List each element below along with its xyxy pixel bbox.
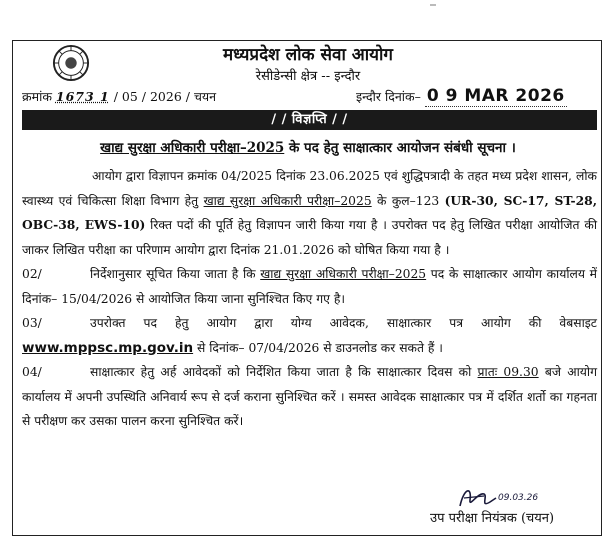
- paragraph-1-text-b: के कुल–123: [371, 193, 445, 208]
- paragraph-2-text-b: पद के साक्षात्कार आयोग कार्यालय में दिनांक– 15/04/2026 से आयोजित किया जाना सुनिश्चित किए गए है।: [22, 267, 597, 306]
- subject-text: के पद हेतु साक्षात्कार आयोजन संबंधी सूचना ।: [284, 140, 516, 156]
- reference-number: 1673 1: [55, 89, 110, 104]
- paragraph-4-text-a: साक्षात्कार हेतु अर्ह आवेदकों को निर्देशित किया जाता है कि साक्षात्कार दिवस को: [90, 365, 478, 379]
- website-link[interactable]: www.mppsc.mp.gov.in: [22, 339, 194, 356]
- notice-banner: / / विज्ञप्ति / /: [22, 110, 597, 130]
- paragraph-1: [22, 164, 597, 262]
- organization-address: रेसीडेन्सी क्षेत्र -- इन्दौर: [255, 69, 361, 84]
- paragraph-3-text-b: से दिनांक– 07/04/2026 से डाउनलोड कर सकते हैं ।: [193, 340, 443, 355]
- date-stamp: 0 9 MAR 2026: [426, 86, 565, 106]
- paragraph-4-number: 04/: [22, 365, 42, 379]
- reference-label: क्रमांक: [22, 89, 52, 104]
- reporting-time: प्रातः 09.30: [477, 365, 539, 379]
- paragraph-2-exam-name: खाद्य सुरक्षा अधिकारी परीक्षा–2025: [260, 267, 427, 281]
- paragraph-2: [22, 262, 597, 311]
- paragraph-3: [22, 311, 597, 360]
- paragraph-4: [22, 360, 597, 434]
- paragraph-1-vacancy-breakup: (UR-30, SC-17, ST-28, OBC-38, EWS-10): [22, 192, 598, 232]
- reference-line: [22, 88, 216, 105]
- reference-suffix: / 05 / 2026 / चयन: [113, 89, 217, 104]
- paragraph-4-text-b: बजे आयोग कार्यालय में अपनी उपस्थिति अनिवार्य रूप से दर्ज कराना सुनिश्चित करें । समस्त आवेदक साक्षात्कार पत्र में दर्शित शर्तो का गहनता से परीक्षण कर उसका पालन करना सुनिश्चित करें।: [22, 365, 597, 428]
- subject-exam-name: खाद्य सुरक्षा अधिकारी परीक्षा–2025: [100, 140, 285, 156]
- signature-date: 09.03.26: [498, 493, 539, 503]
- paragraph-1-exam-name: खाद्य सुरक्षा अधिकारी परीक्षा–2025: [203, 193, 372, 208]
- paragraph-2-text-a: निर्देशानुसार सूचित किया जाता है कि: [90, 267, 261, 281]
- paragraph-2-number: 02/: [22, 267, 42, 281]
- paragraph-3-number: 03/: [22, 316, 42, 330]
- notice-body: [22, 164, 597, 434]
- date-label: इन्दौर दिनांक–: [356, 89, 421, 104]
- scan-mark: [430, 4, 436, 6]
- paragraph-3-text-a: उपरोक्त पद हेतु आयोग द्वारा योग्य आवेदक, साक्षात्कार पत्र आयोग की वेबसाइट: [90, 316, 597, 330]
- date-line: [356, 86, 567, 106]
- organization-name: मध्यप्रदेश लोक सेवा आयोग: [223, 45, 393, 65]
- paragraph-1-text-c: रिक्त पदों की पूर्ति हेतु विज्ञापन जारी किया गया है । उपरोक्त पद हेतु लिखित परीक्षा आयोजित की जाकर लिखित परीक्षा का परिणाम आयोग द्वारा दिनांक 21.01.2026 को घोषित किया गया है ।: [22, 218, 598, 257]
- signer-title: उप परीक्षा नियंत्रक (चयन): [430, 511, 555, 526]
- paragraph-1-text-a: आयोग द्वारा विज्ञापन क्रमांक 04/2025 दिनांक 23.06.2025 एवं शुद्धिपत्रादी के तहत मध्य प्रदेश शासन, लोक स्वास्थ्य एवं चिकित्सा शिक्षा विभाग हेतु: [22, 169, 597, 208]
- subject-line: [0, 138, 616, 156]
